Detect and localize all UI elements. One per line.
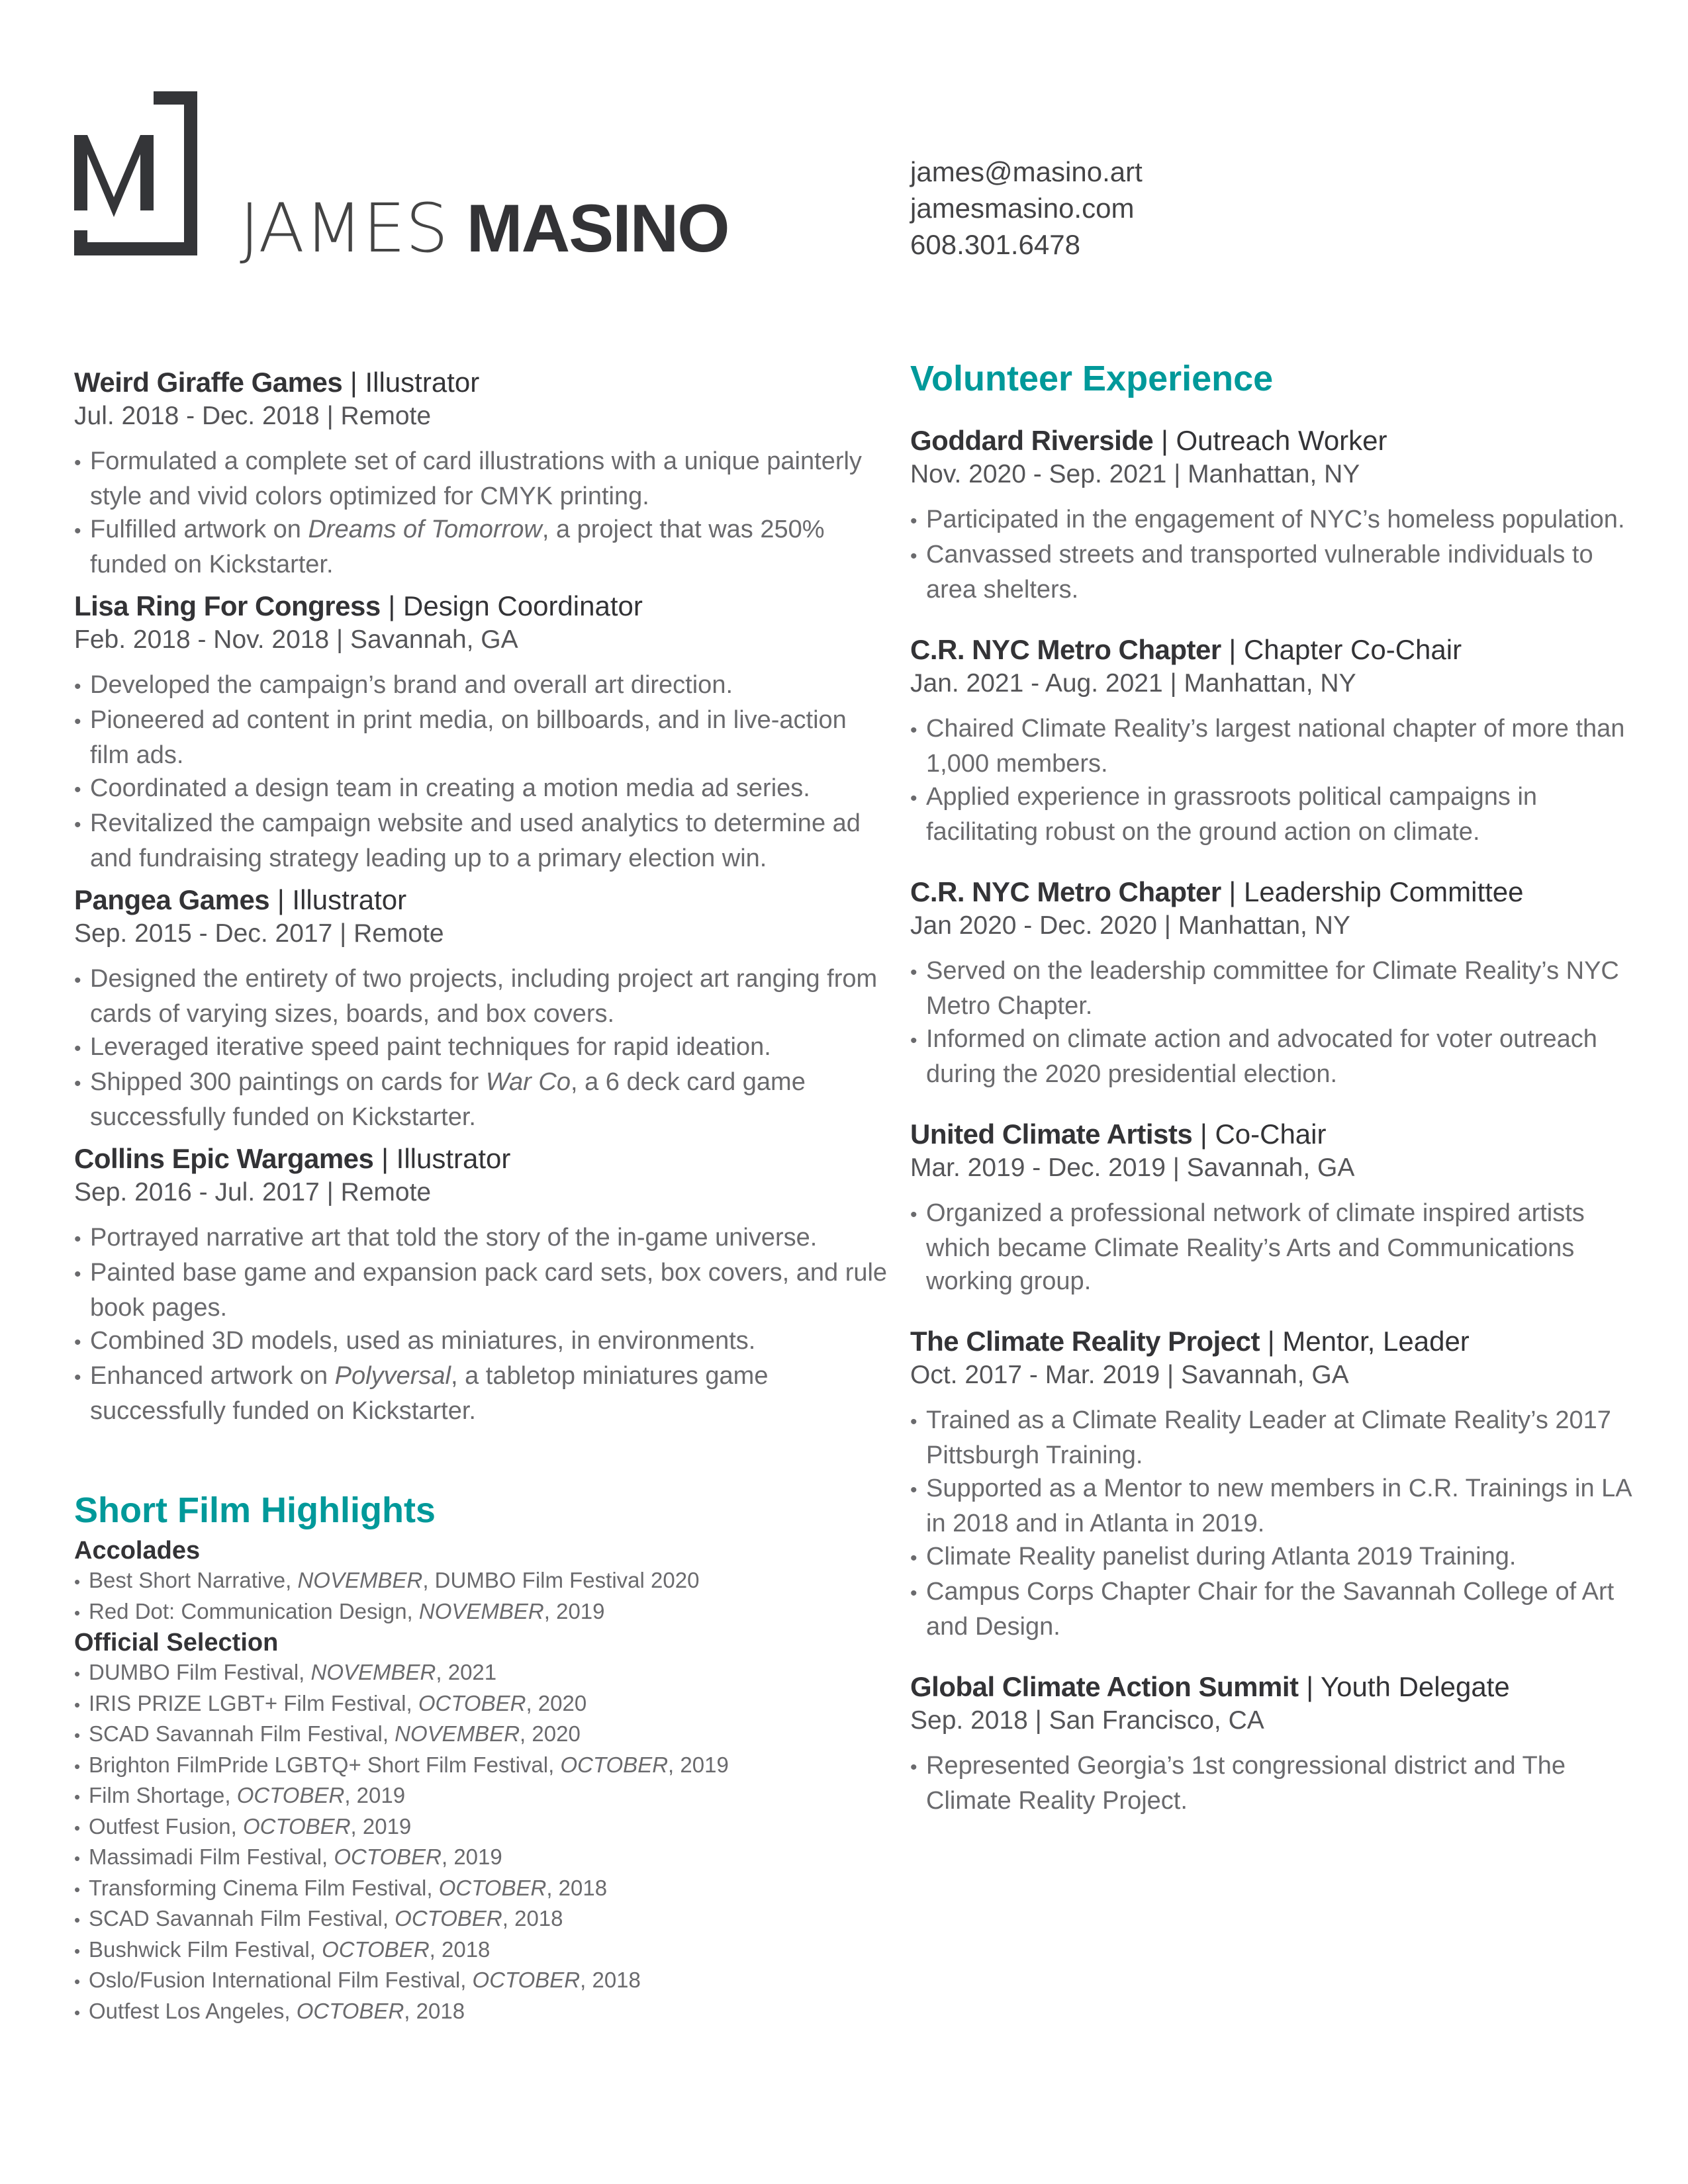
job-dates-location: Sep. 2016 - Jul. 2017 | Remote bbox=[74, 1178, 432, 1206]
volunteer-heading bbox=[910, 424, 1638, 458]
website-link[interactable]: jamesmasino.com bbox=[910, 193, 1135, 224]
volunteer-column bbox=[910, 357, 1638, 1844]
selection-item: • Oslo/Fusion International Film Festival, OCTOBER, 2018 bbox=[74, 1966, 888, 1997]
volunteer-org: C.R. NYC Metro Chapter bbox=[910, 634, 1221, 665]
volunteer-role: | Chapter Co-Chair bbox=[1229, 634, 1462, 665]
bullet: • Applied experience in grassroots political campaigns in facilitating robust on the ground action on climate. bbox=[910, 780, 1638, 848]
full-name bbox=[240, 189, 729, 268]
bullet: • Developed the campaign’s brand and overall art direction. bbox=[74, 668, 888, 704]
bullet: • Enhanced artwork on Polyversal, a tabletop miniatures game successfully funded on Kickstarter. bbox=[74, 1359, 888, 1428]
bullet: • Designed the entirety of two projects, including project art ranging from cards of varying sizes, boards, and box covers. bbox=[74, 962, 888, 1030]
volunteer-bullets bbox=[910, 503, 1638, 606]
first-name: JAMES bbox=[240, 189, 449, 268]
volunteer-dates-location: Jan. 2021 - Aug. 2021 | Manhattan, NY bbox=[910, 669, 1356, 698]
bullet: • Campus Corps Chapter Chair for the Savannah College of Art and Design. bbox=[910, 1575, 1638, 1643]
volunteer-org: Goddard Riverside bbox=[910, 425, 1154, 456]
job-bullets bbox=[74, 1221, 888, 1428]
bullet: • Participated in the engagement of NYC’s homeless population. bbox=[910, 503, 1638, 538]
bullet: • Painted base game and expansion pack card sets, box covers, and rule book pages. bbox=[74, 1256, 888, 1324]
volunteer-role: | Youth Delegate bbox=[1306, 1671, 1510, 1702]
contact-block bbox=[910, 154, 1143, 263]
job-heading bbox=[74, 883, 888, 917]
job-role: | Illustrator bbox=[381, 1143, 511, 1174]
volunteer-heading bbox=[910, 633, 1638, 667]
volunteer-role: | Co-Chair bbox=[1199, 1118, 1327, 1150]
bullet: • Portrayed narrative art that told the story of the in-game universe. bbox=[74, 1221, 888, 1256]
bullet: • Chaired Climate Reality’s largest national chapter of more than 1,000 members. bbox=[910, 712, 1638, 780]
selection-item: • Film Shortage, OCTOBER, 2019 bbox=[74, 1781, 888, 1812]
job-entry bbox=[74, 1142, 888, 1428]
job-heading bbox=[74, 365, 888, 400]
volunteer-heading bbox=[910, 1670, 1638, 1704]
volunteer-bullets bbox=[910, 954, 1638, 1091]
bullet: • Organized a professional network of climate inspired artists which became Climate Reality’s Arts and Communications working group. bbox=[910, 1197, 1638, 1298]
section-title: Volunteer Experience bbox=[910, 359, 1274, 398]
volunteer-dates-location: Oct. 2017 - Mar. 2019 | Savannah, GA bbox=[910, 1361, 1349, 1389]
volunteer-org: Global Climate Action Summit bbox=[910, 1671, 1299, 1702]
job-dates-location: Feb. 2018 - Nov. 2018 | Savannah, GA bbox=[74, 625, 518, 654]
volunteer-role: | Leadership Committee bbox=[1229, 876, 1524, 907]
bullet: • Fulfilled artwork on Dreams of Tomorrow, a project that was 250% funded on Kickstarter. bbox=[74, 513, 888, 581]
job-entry bbox=[74, 883, 888, 1134]
last-name: MASINO bbox=[466, 191, 729, 266]
bullet: • Trained as a Climate Reality Leader at Climate Reality’s 2017 Pittsburgh Training. bbox=[910, 1404, 1638, 1472]
job-org: Pangea Games bbox=[74, 884, 270, 915]
job-role: | Illustrator bbox=[350, 367, 480, 398]
volunteer-role: | Mentor, Leader bbox=[1267, 1326, 1470, 1357]
volunteer-bullets bbox=[910, 712, 1638, 848]
selection-item: • Outfest Los Angeles, OCTOBER, 2018 bbox=[74, 1997, 888, 2028]
selection-item: • Outfest Fusion, OCTOBER, 2019 bbox=[74, 1812, 888, 1843]
bullet: • Formulated a complete set of card illustrations with a unique painterly style and vivid colors optimized for CMYK printing. bbox=[74, 445, 888, 513]
bullet: • Supported as a Mentor to new members in C.R. Trainings in LA in 2018 and in Atlanta in 2019. bbox=[910, 1472, 1638, 1540]
bullet: • Informed on climate action and advocated for voter outreach during the 2020 presidential election. bbox=[910, 1023, 1638, 1091]
short-film-section bbox=[74, 1489, 888, 2027]
volunteer-entry bbox=[910, 1670, 1638, 1817]
job-heading bbox=[74, 1142, 888, 1176]
volunteer-bullets bbox=[910, 1404, 1638, 1643]
volunteer-entry bbox=[910, 1117, 1638, 1298]
bullet: • Coordinated a design team in creating a motion media ad series. bbox=[74, 772, 888, 807]
accolade-item: • Best Short Narrative, NOVEMBER, DUMBO Film Festival 2020 bbox=[74, 1566, 888, 1597]
volunteer-entry bbox=[910, 875, 1638, 1091]
job-bullets bbox=[74, 445, 888, 581]
volunteer-org: United Climate Artists bbox=[910, 1118, 1193, 1150]
bullet: • Climate Reality panelist during Atlanta 2019 Training. bbox=[910, 1540, 1638, 1575]
job-heading bbox=[74, 589, 888, 623]
official-selection-list bbox=[74, 1658, 888, 2027]
job-dates-location: Sep. 2015 - Dec. 2017 | Remote bbox=[74, 919, 444, 948]
bullet: • Revitalized the campaign website and used analytics to determine ad and fundraising strategy leading up to a primary election win. bbox=[74, 807, 888, 875]
selection-item: • DUMBO Film Festival, NOVEMBER, 2021 bbox=[74, 1658, 888, 1689]
volunteer-dates-location: Jan 2020 - Dec. 2020 | Manhattan, NY bbox=[910, 911, 1350, 940]
selection-item: • Brighton FilmPride LGBTQ+ Short Film Festival, OCTOBER, 2019 bbox=[74, 1751, 888, 1782]
volunteer-dates-location: Sep. 2018 | San Francisco, CA bbox=[910, 1706, 1264, 1735]
volunteer-entry bbox=[910, 633, 1638, 848]
logo-monogram bbox=[74, 91, 197, 255]
volunteer-org: The Climate Reality Project bbox=[910, 1326, 1260, 1357]
volunteer-entry bbox=[910, 424, 1638, 606]
job-org: Collins Epic Wargames bbox=[74, 1143, 374, 1174]
volunteer-bullets bbox=[910, 1749, 1638, 1817]
job-bullets bbox=[74, 668, 888, 875]
volunteer-role: | Outreach Worker bbox=[1160, 425, 1387, 456]
volunteer-heading bbox=[910, 1117, 1638, 1152]
bullet: • Leveraged iterative speed paint techniques for rapid ideation. bbox=[74, 1030, 888, 1066]
accolade-item: • Red Dot: Communication Design, NOVEMBER, 2019 bbox=[74, 1597, 888, 1628]
job-bullets bbox=[74, 962, 888, 1134]
volunteer-heading bbox=[910, 1324, 1638, 1359]
selection-item: • SCAD Savannah Film Festival, OCTOBER, 2018 bbox=[74, 1904, 888, 1935]
volunteer-dates-location: Mar. 2019 - Dec. 2019 | Savannah, GA bbox=[910, 1154, 1355, 1182]
volunteer-bullets bbox=[910, 1197, 1638, 1298]
bullet: • Canvassed streets and transported vulnerable individuals to area shelters. bbox=[910, 538, 1638, 606]
bullet: • Represented Georgia’s 1st congressional district and The Climate Reality Project. bbox=[910, 1749, 1638, 1817]
accolades-list bbox=[74, 1566, 888, 1627]
job-role: | Illustrator bbox=[277, 884, 407, 915]
job-org: Lisa Ring For Congress bbox=[74, 590, 381, 621]
phone-number[interactable]: 608.301.6478 bbox=[910, 229, 1080, 260]
official-selection-heading: Official Selection bbox=[74, 1629, 279, 1657]
volunteer-heading bbox=[910, 875, 1638, 909]
selection-item: • Bushwick Film Festival, OCTOBER, 2018 bbox=[74, 1935, 888, 1966]
job-dates-location: Jul. 2018 - Dec. 2018 | Remote bbox=[74, 402, 432, 430]
job-entry bbox=[74, 365, 888, 581]
volunteer-entry bbox=[910, 1324, 1638, 1643]
selection-item: • Massimadi Film Festival, OCTOBER, 2019 bbox=[74, 1843, 888, 1874]
work-experience-column bbox=[74, 365, 888, 1435]
volunteer-dates-location: Nov. 2020 - Sep. 2021 | Manhattan, NY bbox=[910, 460, 1360, 488]
volunteer-org: C.R. NYC Metro Chapter bbox=[910, 876, 1221, 907]
section-title: Short Film Highlights bbox=[74, 1490, 436, 1530]
selection-item: • Transforming Cinema Film Festival, OCTOBER, 2018 bbox=[74, 1874, 888, 1905]
bullet: • Pioneered ad content in print media, on billboards, and in live-action film ads. bbox=[74, 704, 888, 772]
job-role: | Design Coordinator bbox=[388, 590, 643, 621]
monogram-m-icon bbox=[74, 91, 197, 255]
bullet: • Combined 3D models, used as miniatures, in environments. bbox=[74, 1324, 888, 1359]
selection-item: • SCAD Savannah Film Festival, NOVEMBER, 2020 bbox=[74, 1719, 888, 1751]
job-entry bbox=[74, 589, 888, 875]
selection-item: • IRIS PRIZE LGBT+ Film Festival, OCTOBER, 2020 bbox=[74, 1689, 888, 1720]
job-org: Weird Giraffe Games bbox=[74, 367, 343, 398]
email-link[interactable]: james@masino.art bbox=[910, 156, 1143, 187]
bullet: • Shipped 300 paintings on cards for War Co, a 6 deck card game successfully funded on Kickstarter. bbox=[74, 1066, 888, 1134]
accolades-heading: Accolades bbox=[74, 1537, 201, 1565]
bullet: • Served on the leadership committee for Climate Reality’s NYC Metro Chapter. bbox=[910, 954, 1638, 1023]
